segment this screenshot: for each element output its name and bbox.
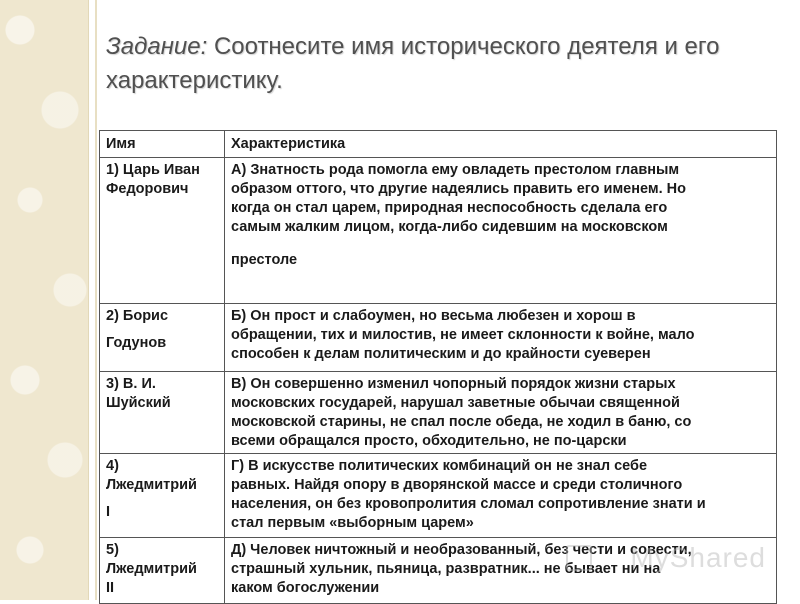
line: Лжедмитрий — [106, 561, 197, 577]
decorative-side-panel — [0, 0, 89, 600]
header-name: Имя — [100, 131, 225, 158]
line: страшный хульник, пьяница, развратник... не бывает ни на — [231, 561, 661, 577]
line — [231, 237, 770, 251]
table-row — [100, 454, 777, 538]
line: Шуйский — [106, 395, 171, 411]
line: Б) Он прост и слабоумен, но весьма любезен и хорош в — [231, 308, 636, 324]
table-row — [100, 158, 777, 304]
line: самым жалким лицом, когда-либо сидевшим на московском — [231, 219, 668, 235]
line: обращении, тих и милостив, не имеет склонности к войне, мало — [231, 327, 695, 343]
title-label: Задание: — [106, 33, 208, 60]
line: А) Знатность рода помогла ему овладеть престолом главным — [231, 162, 680, 178]
name-cell — [100, 454, 225, 538]
line: московской старины, не спал после обеда, не ходил в баню, со — [231, 414, 692, 430]
table-row — [100, 372, 777, 454]
table-row — [100, 304, 777, 372]
line: Д) Человек ничтожный и необразованный, без чести и совести, — [231, 542, 692, 558]
slide-title — [106, 30, 746, 98]
matching-table — [99, 130, 777, 604]
line — [106, 326, 218, 334]
line: 5) — [106, 542, 119, 558]
line: I — [106, 504, 111, 520]
line: равных. Найдя опору в дворянской массе и среди столичного — [231, 477, 683, 493]
line: московских государей, нарушал заветные обычаи священной — [231, 395, 680, 411]
line: способен к делам политическим и до крайности суеверен — [231, 346, 651, 362]
line: II — [106, 580, 115, 596]
header-characteristic: Характеристика — [225, 131, 777, 158]
characteristic-cell — [225, 454, 777, 538]
characteristic-cell — [225, 538, 777, 604]
characteristic-cell — [225, 304, 777, 372]
decorative-divider — [95, 0, 97, 600]
name-cell — [100, 304, 225, 372]
line: В) Он совершенно изменил чопорный порядок жизни старых — [231, 376, 676, 392]
line: 2) Борис — [106, 308, 169, 324]
line: Лжедмитрий — [106, 477, 197, 493]
table-header-row — [100, 131, 777, 158]
name-cell — [100, 538, 225, 604]
line: образом оттого, что другие надеялись править его именем. Но — [231, 181, 686, 197]
watermark: MyShared — [630, 542, 766, 573]
table-row — [100, 538, 777, 604]
line — [106, 495, 218, 503]
line: 1) Царь Иван — [106, 162, 200, 178]
line: Г) В искусстве политических комбинаций он не знал себе — [231, 458, 648, 474]
name-cell — [100, 158, 225, 304]
line: каком богослужении — [231, 580, 380, 596]
line: населения, он без кровопролития сломал сопротивление знати и — [231, 496, 706, 512]
line: 4) — [106, 458, 119, 474]
characteristic-cell — [225, 158, 777, 304]
watermark-logo-icon — [566, 545, 592, 571]
line: престоле — [231, 252, 298, 268]
title-text: Соотнесите имя исторического деятеля и его характеристику. — [106, 33, 720, 94]
line: когда он стал царем, природная неспособность сделала его — [231, 200, 668, 216]
name-cell — [100, 372, 225, 454]
characteristic-cell — [225, 372, 777, 454]
line: Годунов — [106, 335, 167, 351]
line: 3) В. И. — [106, 376, 156, 392]
line: стал первым «выборным царем» — [231, 515, 474, 531]
line: Федорович — [106, 181, 189, 197]
line: всеми обращался просто, обходительно, не по-царски — [231, 433, 627, 449]
